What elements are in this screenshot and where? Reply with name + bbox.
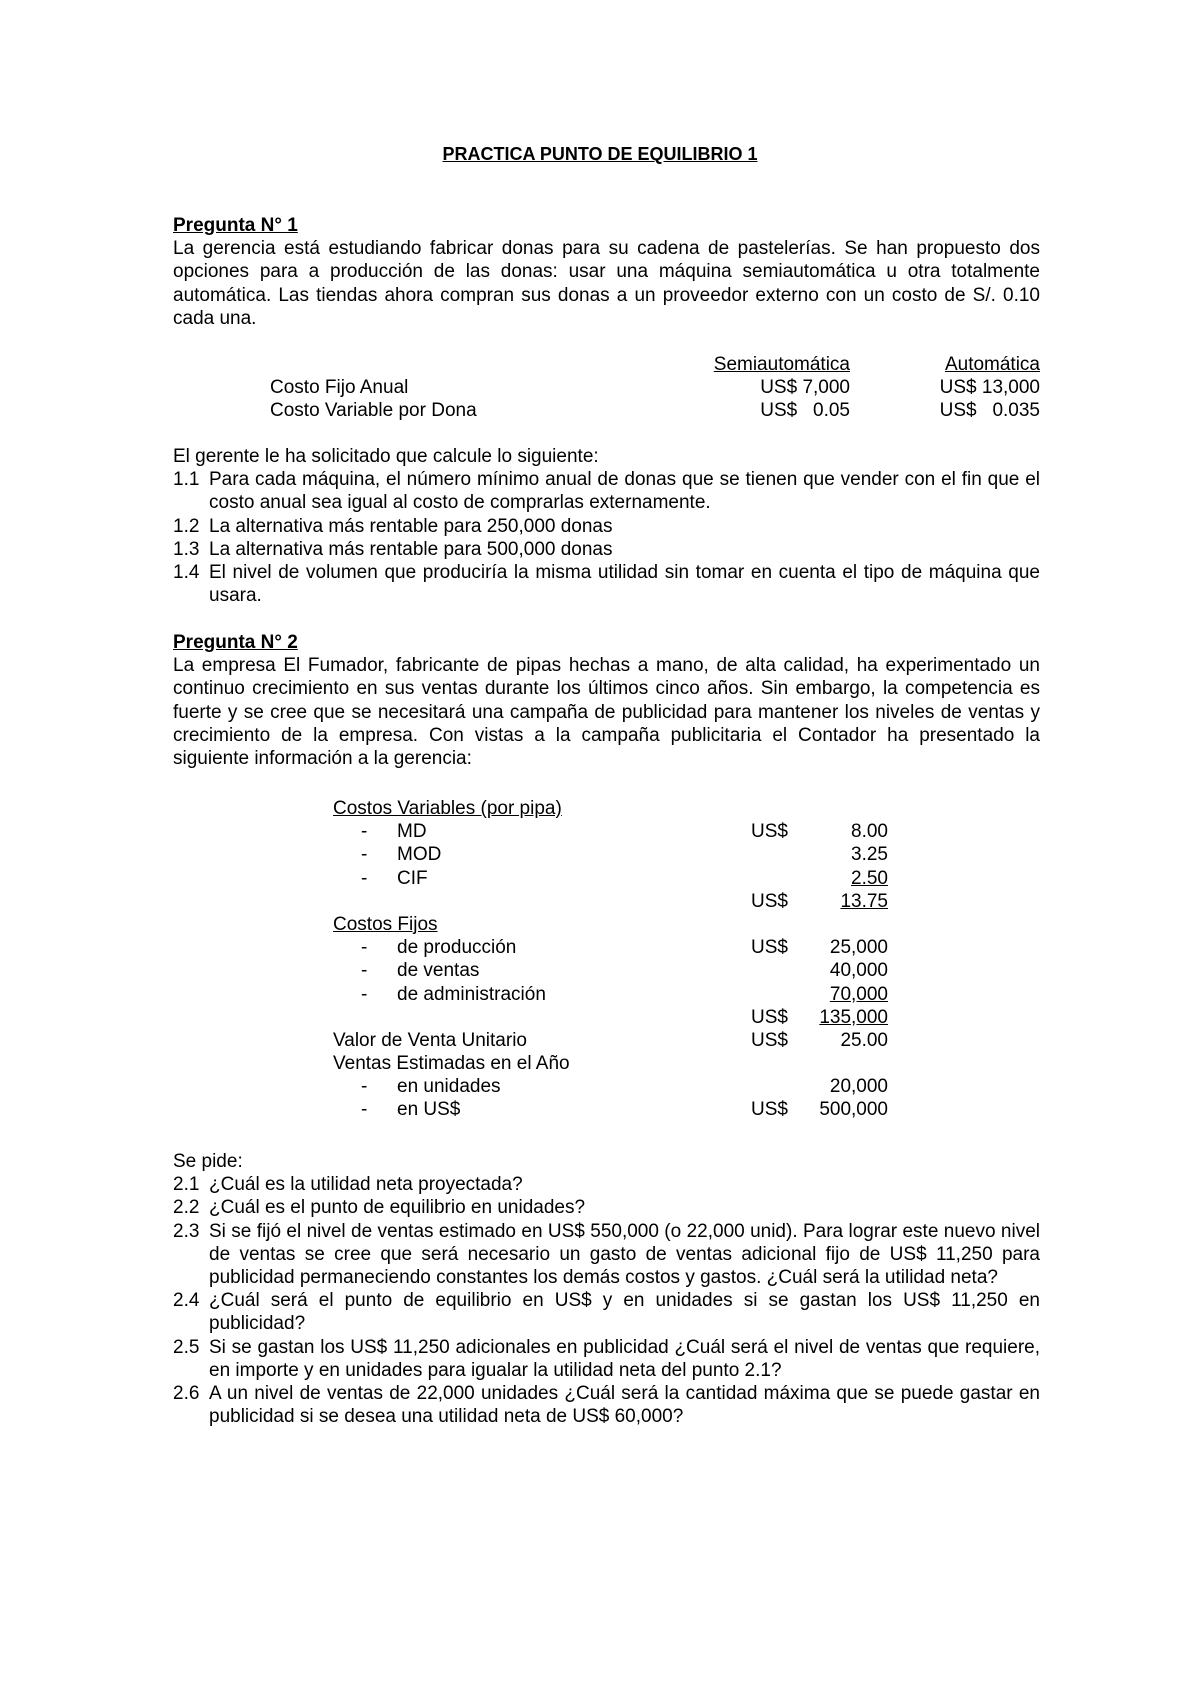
fixed-costs-header: Costos Fijos <box>333 913 438 935</box>
dash: - <box>361 1076 368 1098</box>
cost-value: 25,000 <box>829 937 888 959</box>
list-item <box>173 1289 1040 1335</box>
dash: - <box>361 1099 368 1121</box>
cost-name: de producción <box>397 937 517 959</box>
question-1-heading: Pregunta N° 1 <box>173 215 298 236</box>
item-number: 2.6 <box>173 1383 200 1405</box>
dash: - <box>361 960 368 982</box>
semiautomatic-value: US$ 7,000 <box>760 377 850 399</box>
question-2-intro: La empresa El Fumador, fabricante de pipas hechas a mano, de alta calidad, ha experimentado un continuo crecimiento en sus ventas durante los últimos cinco años. Sin embargo, la competencia es fuerte y se cree que se necesitará una campaña de publicidad para mantener los niveles de ventas y crecimiento de la empresa. Con vistas a la campaña publicitaria el Contador ha presentado la siguiente información a la gerencia: <box>173 655 1040 770</box>
cost-name: CIF <box>397 867 428 889</box>
table-row <box>173 376 1040 399</box>
list-item <box>173 1336 1040 1382</box>
dash: - <box>361 983 368 1005</box>
item-number: 2.1 <box>173 1174 200 1196</box>
cost-value: 8.00 <box>851 821 888 843</box>
sales-name: en US$ <box>397 1099 461 1121</box>
currency: US$ <box>751 1099 788 1121</box>
question-2-heading: Pregunta N° 2 <box>173 632 298 653</box>
row-label: Costo Variable por Dona <box>270 400 477 422</box>
row-label: Costo Fijo Anual <box>270 377 409 399</box>
cost-name: de administración <box>397 983 546 1005</box>
col-automatic-header: Automática <box>944 354 1040 375</box>
table-row <box>333 1098 888 1121</box>
question-2-requests <box>173 1150 1040 1428</box>
estimated-sales-header-row <box>333 1052 888 1075</box>
question-1-requests <box>173 445 1040 607</box>
question-2-section <box>173 631 1040 770</box>
dash: - <box>361 844 368 866</box>
table-row <box>333 843 888 866</box>
question-2-list <box>173 1173 1040 1428</box>
sales-value: 20,000 <box>829 1076 888 1098</box>
currency: US$ <box>751 937 788 959</box>
cost-name: MD <box>397 821 427 843</box>
item-number: 1.4 <box>173 562 200 584</box>
list-item <box>173 1196 1040 1219</box>
variable-costs-header: Costos Variables (por pipa) <box>333 798 562 819</box>
currency: US$ <box>751 890 788 912</box>
list-item <box>173 1382 1040 1428</box>
unit-price-label: Valor de Venta Unitario <box>333 1029 527 1051</box>
item-number: 1.3 <box>173 538 200 560</box>
currency: US$ <box>751 1006 788 1028</box>
item-number: 2.5 <box>173 1336 200 1358</box>
currency: US$ <box>751 821 788 843</box>
item-text: A un nivel de ventas de 22,000 unidades ¿Cuál será la cantidad máxima que se puede gastar en publicidad si se desea una utilidad neta de US$ 60,000? <box>209 1383 1040 1428</box>
list-item <box>173 1173 1040 1196</box>
cost-value: 2.50 <box>851 867 888 889</box>
sales-name: en unidades <box>397 1076 501 1098</box>
dash: - <box>361 867 368 889</box>
variable-costs-header-row <box>333 797 888 820</box>
sales-value: 500,000 <box>819 1099 888 1121</box>
cost-value: 40,000 <box>829 960 888 982</box>
table-row <box>333 936 888 959</box>
list-item <box>173 1220 1040 1290</box>
item-text: Para cada máquina, el número mínimo anual de donas que se tienen que vender con el fin que el costo anual sea igual al costo de comprarlas externamente. <box>209 469 1040 514</box>
table-header-row <box>173 353 1040 376</box>
dash: - <box>361 937 368 959</box>
item-text: ¿Cuál es el punto de equilibrio en unidades? <box>209 1197 586 1219</box>
automatic-value: US$ 0.035 <box>939 400 1040 422</box>
item-text: ¿Cuál será el punto de equilibrio en US$ y en unidades si se gastan los US$ 11,250 en publicidad? <box>209 1290 1040 1335</box>
list-item <box>173 468 1040 514</box>
fixed-costs-header-row <box>333 913 888 936</box>
fixed-total-row <box>333 1006 888 1029</box>
item-text: ¿Cuál es la utilidad neta proyectada? <box>209 1174 523 1196</box>
ask-intro: Se pide: <box>173 1151 243 1172</box>
item-text: Si se fijó el nivel de ventas estimado en US$ 550,000 (o 22,000 unid). Para lograr este nuevo nivel de ventas se cree que será necesario un gasto de ventas adicional fijo de US$ 11,250 para publicidad permaneciendo constantes los demás costos y gastos. ¿Cuál será la utilidad neta? <box>209 1220 1040 1289</box>
question-1-section <box>173 214 1040 330</box>
table-row <box>333 820 888 843</box>
cost-name: MOD <box>397 844 442 866</box>
cost-name: de ventas <box>397 960 480 982</box>
col-semiautomatic-header: Semiautomática <box>713 354 850 375</box>
unit-price-row <box>333 1029 888 1052</box>
page-title: PRACTICA PUNTO DE EQUILIBRIO 1 <box>442 144 758 164</box>
estimated-sales-label: Ventas Estimadas en el Año <box>333 1053 570 1075</box>
dash: - <box>361 821 368 843</box>
list-item <box>173 515 1040 538</box>
table-row <box>173 399 1040 422</box>
item-number: 2.3 <box>173 1220 200 1242</box>
item-text: Si se gastan los US$ 11,250 adicionales en publicidad ¿Cuál será el nivel de ventas que requiere, en importe y en unidades para igualar la utilidad neta del punto 2.1? <box>209 1336 1040 1381</box>
variable-total: 13.75 <box>840 890 888 912</box>
item-text: El nivel de volumen que produciría la misma utilidad sin tomar en cuenta el tipo de máquina que usara. <box>209 562 1040 607</box>
currency: US$ <box>751 1029 788 1051</box>
request-intro: El gerente le ha solicitado que calcule lo siguiente: <box>173 446 599 467</box>
item-number: 1.2 <box>173 515 200 537</box>
table-row <box>333 983 888 1006</box>
item-text: La alternativa más rentable para 500,000 donas <box>209 538 613 560</box>
item-number: 1.1 <box>173 469 200 491</box>
item-text: La alternativa más rentable para 250,000 donas <box>209 515 613 537</box>
cost-value: 70,000 <box>829 983 888 1005</box>
fixed-total: 135,000 <box>819 1006 888 1028</box>
table-row <box>333 867 888 890</box>
automatic-value: US$ 13,000 <box>939 377 1040 399</box>
unit-price-value: 25.00 <box>840 1029 888 1051</box>
question-1-intro: La gerencia está estudiando fabricar donas para su cadena de pastelerías. Se han propuesto dos opciones para a producción de las donas: usar una máquina semiautomática u otra totalmente automática. Las tiendas ahora compran sus donas a un proveedor externo con un costo de S/. 0.10 cada una. <box>173 238 1040 329</box>
item-number: 2.2 <box>173 1197 200 1219</box>
variable-total-row <box>333 890 888 913</box>
question-1-list <box>173 468 1040 607</box>
item-number: 2.4 <box>173 1290 200 1312</box>
cost-value: 3.25 <box>851 844 888 866</box>
list-item <box>173 538 1040 561</box>
semiautomatic-value: US$ 0.05 <box>760 400 850 422</box>
list-item <box>173 561 1040 607</box>
table-row <box>333 959 888 982</box>
table-row <box>333 1075 888 1098</box>
